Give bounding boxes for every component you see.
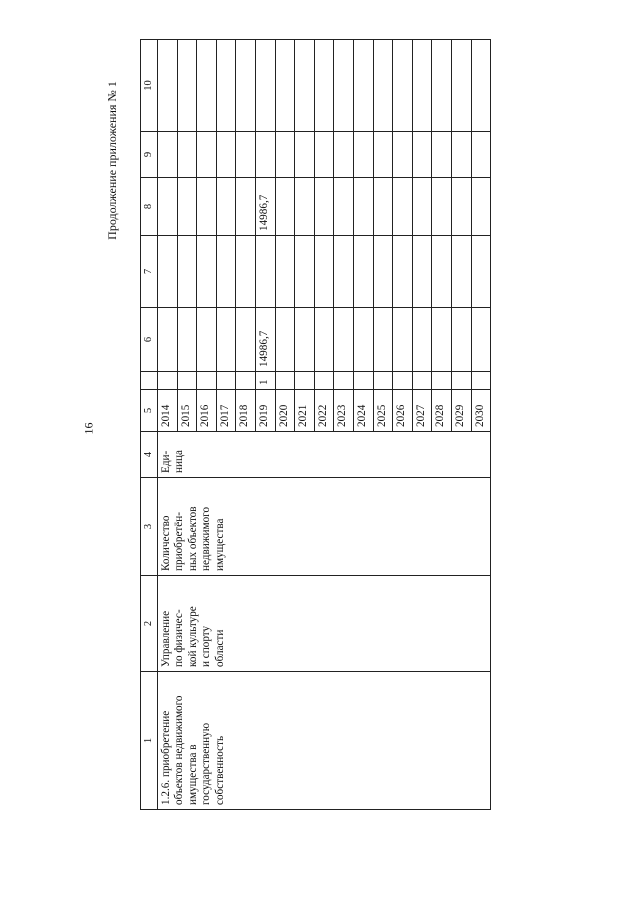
column-number: 5 [141,390,158,432]
col8-cell [334,178,354,236]
col9-cell [334,132,354,178]
col7-cell [373,236,393,308]
col8-cell [393,178,413,236]
col7-cell [471,236,491,308]
column-number: 7 [141,236,158,308]
col10-cell [197,40,217,132]
year-cell: 2024 [353,390,373,432]
col8-cell [432,178,452,236]
year-cell: 2025 [373,390,393,432]
year-cell: 2029 [451,390,471,432]
executor-cell: Управление по физичес- кой культуре и спорту области [158,576,491,672]
col7-cell [158,236,178,308]
value-cell [314,372,334,390]
column-number-row [141,40,158,810]
col9-cell [295,132,315,178]
col9-cell [451,132,471,178]
col10-cell [471,40,491,132]
col6-cell [334,308,354,372]
col7-cell [451,236,471,308]
column-number: 2 [141,576,158,672]
col7-cell [432,236,452,308]
col8-cell [471,178,491,236]
indicator-cell: Количество приобретён- ных объектов недвижимого имущества [158,478,491,576]
col7-cell [334,236,354,308]
value-cell [334,372,354,390]
col8-cell [314,178,334,236]
col8-cell [451,178,471,236]
col6-cell [412,308,432,372]
table-row [158,40,178,810]
year-cell: 2015 [177,390,197,432]
col9-cell [314,132,334,178]
value-cell [393,372,413,390]
column-number [141,372,158,390]
col6-cell [197,308,217,372]
year-cell: 2018 [236,390,256,432]
value-cell: 1 [255,372,275,390]
column-number: 6 [141,308,158,372]
col7-cell [275,236,295,308]
col10-cell [353,40,373,132]
col9-cell [393,132,413,178]
year-cell: 2020 [275,390,295,432]
value-cell [216,372,236,390]
column-number: 4 [141,432,158,478]
value-cell [412,372,432,390]
col10-cell [314,40,334,132]
col7-cell [393,236,413,308]
col10-cell [412,40,432,132]
col9-cell [216,132,236,178]
col10-cell [451,40,471,132]
year-cell: 2030 [471,390,491,432]
col6-cell: 14986,7 [255,308,275,372]
col6-cell [216,308,236,372]
col6-cell [275,308,295,372]
column-number: 8 [141,178,158,236]
rotated-table-area [140,40,486,810]
col7-cell [236,236,256,308]
year-cell: 2014 [158,390,178,432]
col9-cell [412,132,432,178]
col8-cell [236,178,256,236]
table-body [158,40,491,810]
year-cell: 2022 [314,390,334,432]
value-cell [353,372,373,390]
year-cell: 2023 [334,390,354,432]
col8-cell [197,178,217,236]
col9-cell [353,132,373,178]
table-wrapper [140,40,486,810]
page-number-text: 16 [81,422,96,434]
value-cell [471,372,491,390]
col6-cell [295,308,315,372]
col8-cell [373,178,393,236]
col7-cell [295,236,315,308]
col6-cell [373,308,393,372]
col8-cell [412,178,432,236]
year-cell: 2017 [216,390,236,432]
page-number [78,413,100,443]
column-number: 9 [141,132,158,178]
column-number: 1 [141,672,158,810]
col8-cell [275,178,295,236]
col10-cell [158,40,178,132]
activity-cell: 1.2.6. приобретение объектов недвижимого имущества в государственную собственность [158,672,491,810]
col10-cell [432,40,452,132]
appendix-caption [100,60,124,260]
col6-cell [393,308,413,372]
col8-cell [353,178,373,236]
value-cell [451,372,471,390]
col7-cell [177,236,197,308]
value-cell [373,372,393,390]
col9-cell [255,132,275,178]
col7-cell [255,236,275,308]
col10-cell [295,40,315,132]
col9-cell [236,132,256,178]
value-cell [197,372,217,390]
col6-cell [314,308,334,372]
col8-cell [216,178,236,236]
col8-cell [158,178,178,236]
column-number: 3 [141,478,158,576]
col6-cell [158,308,178,372]
value-cell [432,372,452,390]
col7-cell [197,236,217,308]
col7-cell [412,236,432,308]
value-cell [177,372,197,390]
col9-cell [275,132,295,178]
program-table [140,39,491,810]
col8-cell [177,178,197,236]
col10-cell [334,40,354,132]
year-cell: 2028 [432,390,452,432]
col9-cell [432,132,452,178]
appendix-caption-text: Продолжение приложения № 1 [104,80,119,240]
col7-cell [353,236,373,308]
col6-cell [353,308,373,372]
col6-cell [177,308,197,372]
col10-cell [236,40,256,132]
col8-cell [295,178,315,236]
value-cell [236,372,256,390]
col6-cell [451,308,471,372]
column-number: 10 [141,40,158,132]
col9-cell [471,132,491,178]
col6-cell [236,308,256,372]
col10-cell [275,40,295,132]
col7-cell [216,236,236,308]
col6-cell [432,308,452,372]
col10-cell [255,40,275,132]
col9-cell [197,132,217,178]
col10-cell [216,40,236,132]
col10-cell [177,40,197,132]
col9-cell [177,132,197,178]
year-cell: 2026 [393,390,413,432]
col8-cell: 14986,7 [255,178,275,236]
value-cell [158,372,178,390]
year-cell: 2027 [412,390,432,432]
year-cell: 2019 [255,390,275,432]
year-cell: 2016 [197,390,217,432]
value-cell [295,372,315,390]
value-cell [275,372,295,390]
col7-cell [314,236,334,308]
col9-cell [158,132,178,178]
col10-cell [373,40,393,132]
col10-cell [393,40,413,132]
year-cell: 2021 [295,390,315,432]
col9-cell [373,132,393,178]
col6-cell [471,308,491,372]
unit-cell: Еди- ница [158,432,491,478]
